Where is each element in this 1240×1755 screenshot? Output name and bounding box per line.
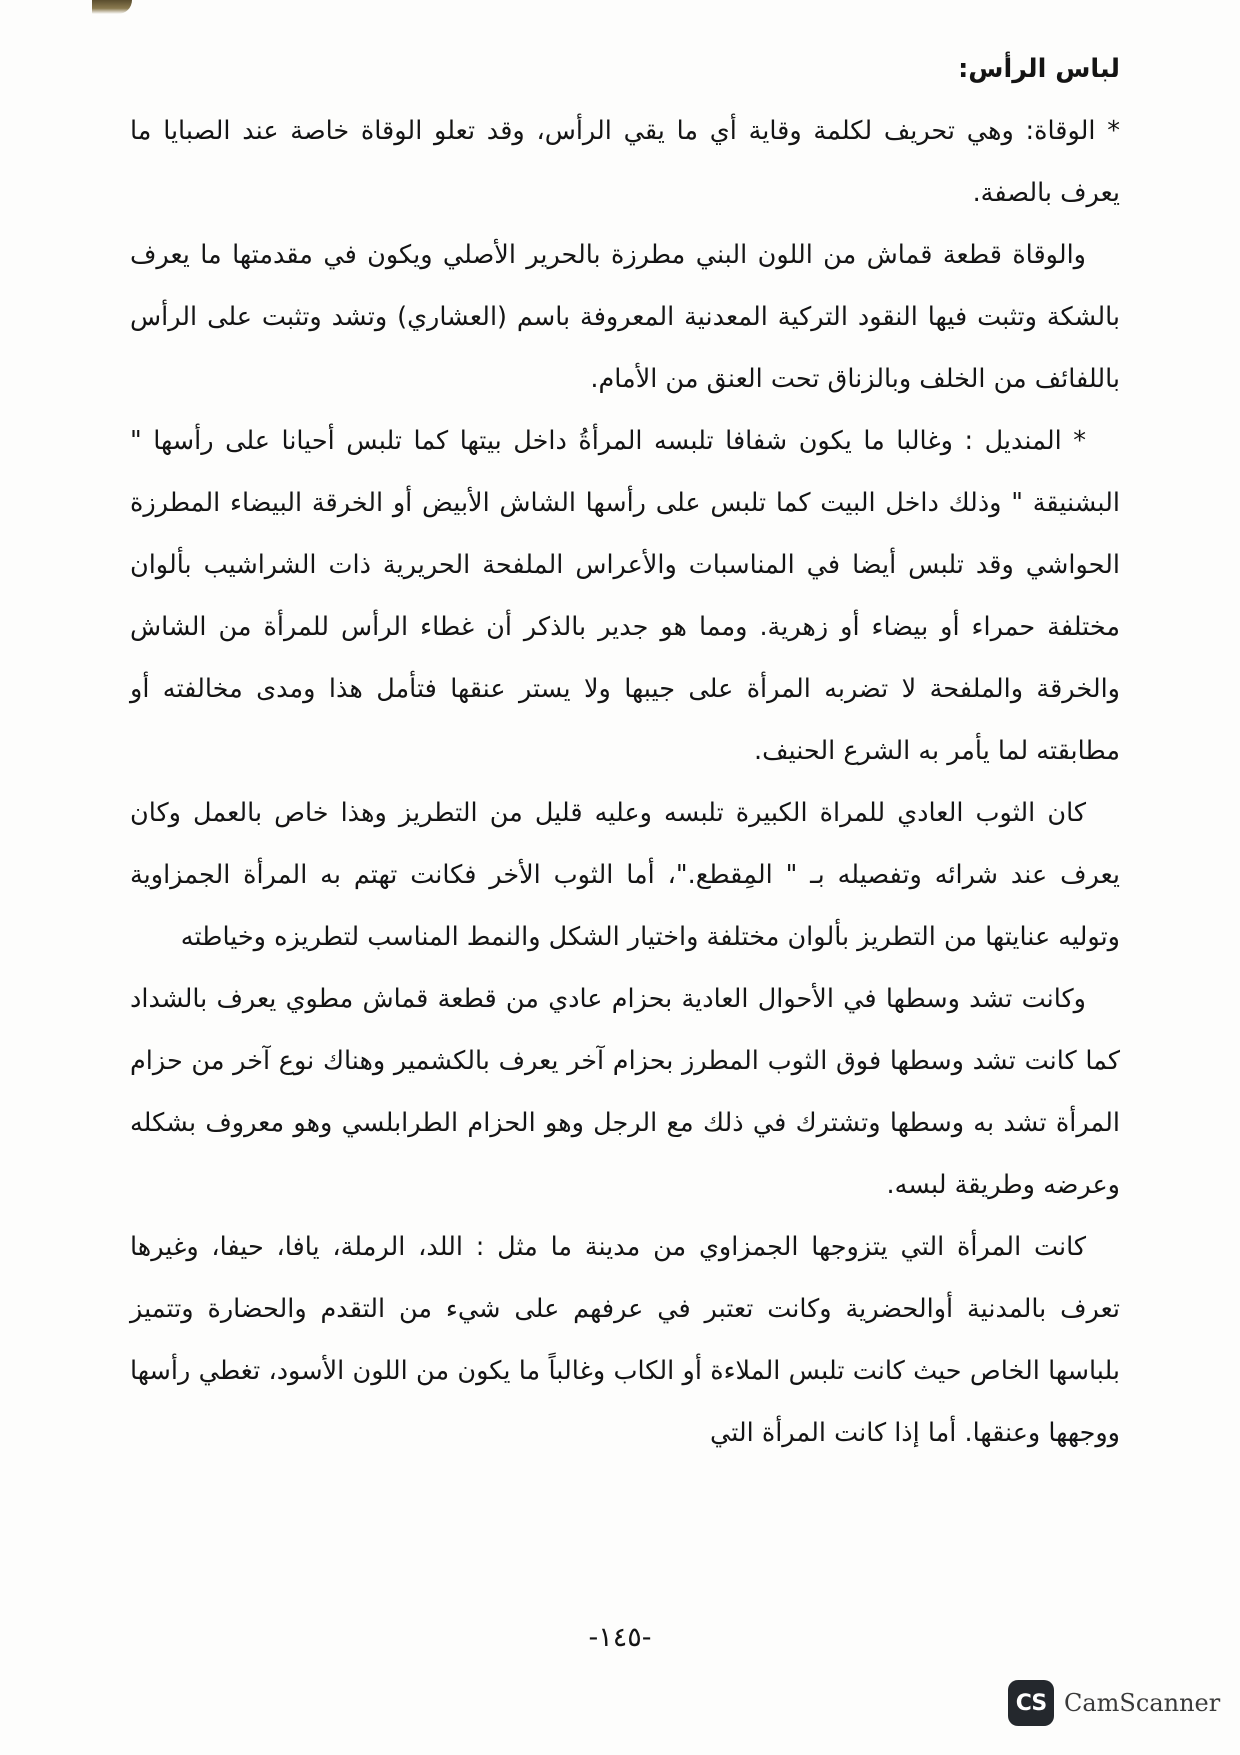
paragraph: كان الثوب العادي للمراة الكبيرة تلبسه وعليه قليل من التطريز وهذا خاص بالعمل وكان يعرف عند شرائه وتفصيله بـ " المِقطع."، أما الثوب الأخر فكانت تهتم به المرأة الجمزاوية وتوليه عنايتها من التطريز بألوان مختلفة واختيار الشكل والنمط المناسب لتطريزه وخياطته	[130, 798, 1120, 952]
paragraph: * الوقاة: وهي تحريف لكلمة وقاية أي ما يقي الرأس، وقد تعلو الوقاة خاصة عند الصبايا ما يعرف بالصفة.	[130, 116, 1120, 208]
paragraph: وكانت تشد وسطها في الأحوال العادية بحزام عادي من قطعة قماش مطوي يعرف بالشداد كما كانت تشد وسطها فوق الثوب المطرز بحزام آخر يعرف بالكشمير وهناك نوع آخر من حزام المرأة تشد به وسطها وتشترك في ذلك مع الرجل وهو الحزام الطرابلسي وهو معروف بشكله وعرضه وطريقة لبسه.	[130, 984, 1120, 1200]
section-heading: لباس الرأس:	[958, 54, 1120, 84]
paragraph: كانت المرأة التي يتزوجها الجمزاوي من مدينة ما مثل : اللد، الرملة، يافا، حيفا، وغيرها تعرف بالمدنية أوالحضرية وكانت تعتبر في عرفهم على شيء من التقدم والحضارة وتتميز بلباسها الخاص حيث كانت تلبس الملاءة أو الكاب وغالباً ما يكون من اللون الأسود، تغطي رأسها ووجهها وعنقها. أما إذا كانت المرأة التي	[130, 1232, 1120, 1448]
paragraph: * المنديل : وغالبا ما يكون شفافا تلبسه المرأةُ داخل بيتها كما تلبس أحيانا على رأسها " البشنيقة " وذلك داخل البيت كما تلبس على رأسها الشاش الأبيض أو الخرقة البيضاء المطرزة الحواشي وقد تلبس أيضا في المناسبات والأعراس الملفحة الحريرية ذات الشراشيب بألوان مختلفة حمراء أو بيضاء أو زهرية. ومما هو جدير بالذكر أن غطاء الرأس للمرأة من الشاش والخرقة والملفحة لا تضربه المرأة على جيبها ولا يستر عنقها فتأمل هذا ومدى مخالفته أو مطابقته لما يأمر به الشرع الحنيف.	[130, 426, 1120, 766]
page-number: -١٤٥-	[588, 1622, 652, 1653]
document-body	[130, 38, 1120, 1464]
camscanner-logo-icon: CS	[1008, 1680, 1054, 1726]
scan-edge-mark	[92, 0, 132, 14]
camscanner-brand-text: CamScanner	[1064, 1689, 1221, 1717]
camscanner-watermark	[1008, 1680, 1220, 1726]
paragraph: والوقاة قطعة قماش من اللون البني مطرزة بالحرير الأصلي ويكون في مقدمتها ما يعرف بالشكة وتثبت فيها النقود التركية المعدنية المعروفة باسم (العشاري) وتشد وتثبت على الرأس باللفائف من الخلف وبالزناق تحت العنق من الأمام.	[130, 240, 1120, 394]
